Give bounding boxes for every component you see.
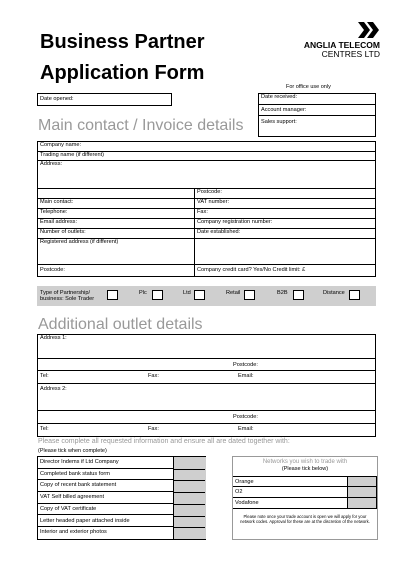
page-title	[40, 27, 205, 89]
checkbox-distance[interactable]	[349, 290, 360, 300]
outlet-1-tel[interactable]: Tel:	[40, 373, 49, 379]
notice-text: Please complete all requested information and ensure all are dated together with:	[38, 438, 290, 445]
outlet-heading: Additional outlet details	[38, 316, 203, 333]
option-retail-label: Retail	[226, 290, 241, 296]
date-opened-field[interactable]: Date opened:	[37, 93, 172, 106]
chevron-logo-icon	[358, 22, 380, 38]
outlet-1-postcode[interactable]: Postcode:	[38, 359, 375, 371]
checkbox-retail[interactable]	[244, 290, 255, 300]
tick-divider	[173, 492, 205, 493]
email-field[interactable]: Email address:	[38, 219, 195, 229]
outlet-1-address[interactable]: Address 1:	[38, 335, 375, 359]
networks-note: Please note once your trade account is open we will apply for your network codes. Approval for these are at the discretion of the network.	[240, 514, 370, 524]
date-established-field[interactable]: Date established:	[195, 229, 375, 239]
main-contact-table	[37, 141, 376, 277]
networks-heading: Networks you wish to trade with	[262, 459, 348, 465]
tick-divider	[173, 504, 205, 505]
checklist-item[interactable]: Director Indems if Ltd Company	[38, 457, 173, 469]
network-vodafone-tick[interactable]	[347, 498, 377, 509]
option-plc-label: Plc	[139, 290, 147, 296]
business-type-label	[40, 290, 94, 302]
option-ltd-label: Ltd	[183, 290, 191, 296]
address-spacer	[38, 189, 195, 199]
outlet-1-email[interactable]: Email:	[238, 373, 254, 379]
checklist-item[interactable]: Copy of recent bank statement	[38, 480, 173, 492]
checklist-item[interactable]: Letter headed paper attached inside	[38, 516, 173, 528]
telephone-field[interactable]: Telephone:	[38, 209, 195, 219]
network-o2-label: O2	[233, 487, 347, 498]
outlet-2-email[interactable]: Email:	[238, 426, 254, 432]
postcode-field[interactable]: Postcode:	[195, 189, 375, 199]
option-distance-label: Distance	[323, 290, 345, 296]
checklist-item[interactable]: VAT Self billed agreement	[38, 492, 173, 504]
checkbox-ltd[interactable]	[194, 290, 205, 300]
trading-name-field[interactable]: Trading name (if different)	[38, 152, 375, 162]
network-orange-tick[interactable]	[347, 476, 377, 487]
outlet-2-postcode[interactable]: Postcode:	[38, 411, 375, 424]
checklist-item[interactable]: Copy of VAT certificate	[38, 504, 173, 516]
company-reg-field[interactable]: Company registration number:	[195, 219, 375, 229]
tick-divider	[173, 480, 205, 481]
checkbox-b2b[interactable]	[293, 290, 304, 300]
outlet-2-address[interactable]: Address 2:	[38, 383, 375, 411]
address-field[interactable]: Address:	[38, 161, 375, 189]
office-caption: For office use only	[286, 84, 331, 90]
outlet-2-tel[interactable]: Tel:	[40, 426, 49, 432]
option-b2b-label: B2B	[277, 290, 288, 296]
business-type-bar	[37, 286, 376, 306]
credit-card-field[interactable]: Company credit card? Yes/No Credit limit: £	[197, 267, 306, 273]
company-name-field[interactable]: Company name:	[38, 142, 375, 152]
outlet-table	[37, 334, 376, 437]
outlet-1-fax[interactable]: Fax:	[148, 373, 159, 379]
outlet-2-fax[interactable]: Fax:	[148, 426, 159, 432]
checklist-item[interactable]: Interior and exterior photos	[40, 529, 107, 536]
tick-divider	[173, 516, 205, 517]
tick-divider	[173, 527, 205, 528]
fax-field[interactable]: Fax:	[195, 209, 375, 219]
business-type-line1: Type of Partnership/	[40, 290, 91, 296]
network-o2-tick[interactable]	[347, 487, 377, 498]
logo-name: ANGLIA TELECOM	[303, 40, 380, 50]
registered-address-right	[195, 239, 375, 265]
registered-postcode-field[interactable]: Postcode:	[38, 265, 195, 276]
logo-sub: CENTRES LTD	[321, 49, 380, 59]
registered-address-field[interactable]: Registered address (if different)	[38, 239, 195, 265]
tick-divider	[173, 469, 205, 470]
checkbox-plc[interactable]	[152, 290, 163, 300]
title-line-2: Application Form	[40, 62, 205, 84]
account-manager-field[interactable]: Account manager:	[259, 105, 375, 116]
notice-subtext: (Please tick when complete)	[38, 448, 107, 454]
checklist-table	[37, 456, 206, 540]
network-vodafone-label: Vodafone	[233, 498, 347, 509]
sales-support-field[interactable]: Sales support:	[261, 119, 297, 125]
main-contact-field[interactable]: Main contact:	[38, 199, 195, 209]
checkbox-partnership[interactable]	[107, 290, 118, 300]
networks-subheading: (Please tick below)	[281, 466, 329, 472]
vat-number-field[interactable]: VAT number:	[195, 199, 375, 209]
networks-table	[233, 476, 377, 510]
title-line-1: Business Partner	[40, 31, 205, 53]
network-orange-label: Orange	[233, 476, 347, 487]
outlets-field[interactable]: Number of outlets:	[38, 229, 195, 239]
office-use-box	[258, 93, 376, 137]
date-received-field[interactable]: Date received:	[259, 94, 375, 105]
main-contact-heading: Main contact / Invoice details	[38, 117, 244, 134]
company-logo	[300, 22, 380, 66]
outlet-2-contact-row	[38, 424, 375, 436]
networks-box	[232, 456, 378, 540]
business-type-line2: business: Sole Trader	[40, 296, 95, 302]
checklist-item[interactable]: Completed bank status form	[38, 469, 173, 481]
